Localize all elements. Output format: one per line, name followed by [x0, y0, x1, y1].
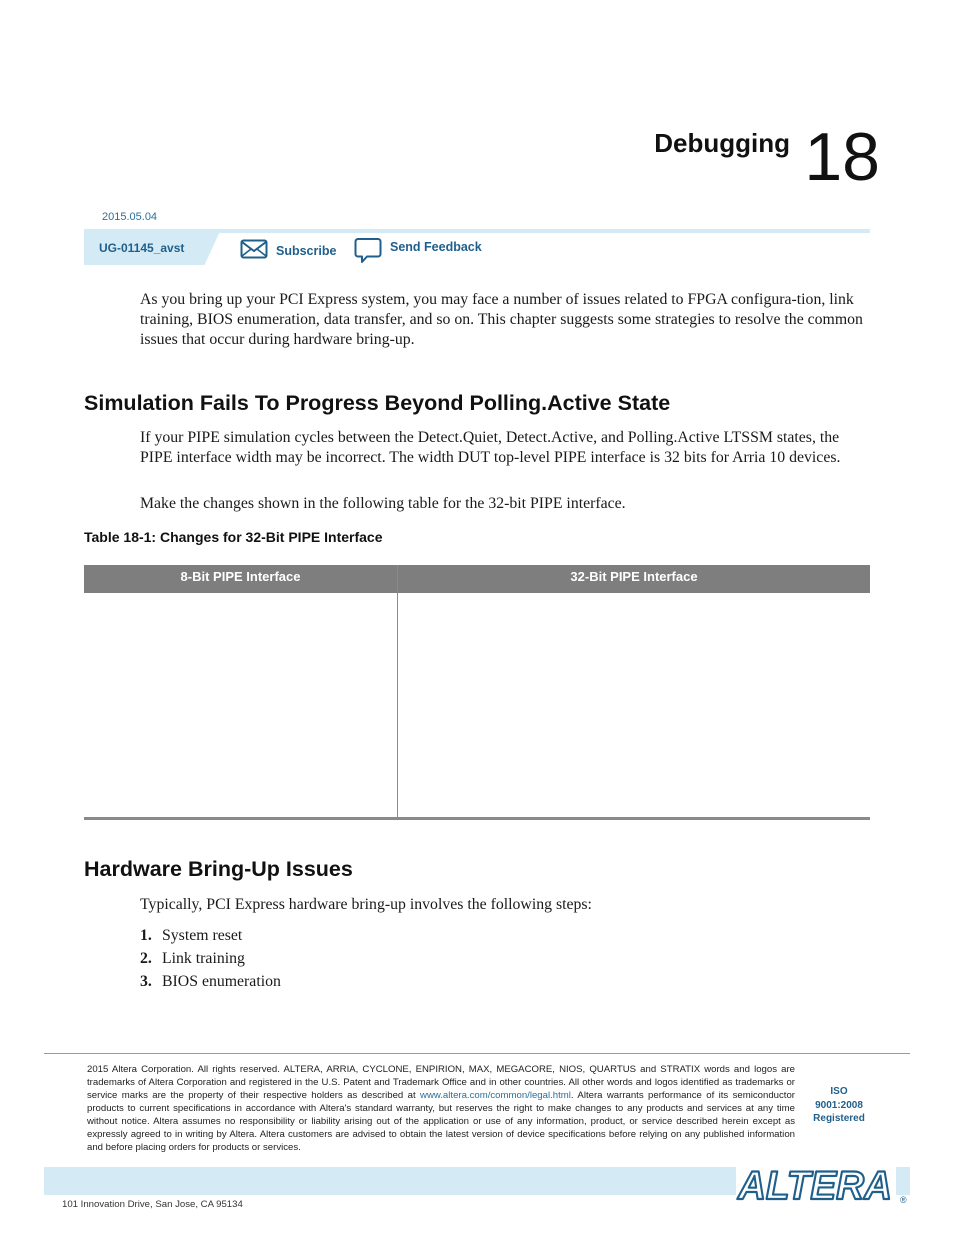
document-id: UG-01145_avst	[99, 241, 185, 255]
intro-paragraph: As you bring up your PCI Express system, you may face a number of issues related to FPGA configura-tion, link training, BIOS enumeration, data transfer, and so on. This chapter suggests some strategies to resolve the common issues that occur during hardware bring-up.	[140, 291, 863, 348]
legal-text-start: 2015 Altera Corporation. All rights reserved. ALTERA, ARRIA, CYCLONE, ENPIRION, MAX, MEGACORE, NIOS, QUARTUS and STRATIX words and logos are trademarks of Altera Corporation and registered in the U.S. Patent and Trademark Office and in other countries. All other words and logos identified as trademarks or service marks are the property of their respective holders as described at	[87, 1064, 795, 1101]
section-paragraph: Make the changes shown in the following table for the 32-bit PIPE interface.	[140, 495, 626, 512]
step-text: Link training	[162, 950, 245, 967]
section-heading-hardware: Hardware Bring-Up Issues	[84, 857, 353, 881]
send-feedback-link[interactable]: Send Feedback	[390, 240, 482, 254]
table-caption: Table 18-1: Changes for 32-Bit PIPE Interface	[84, 529, 383, 545]
altera-logo	[736, 1163, 910, 1207]
chapter-number: 18	[804, 119, 880, 195]
table-header-32bit: 32-Bit PIPE Interface	[570, 569, 698, 584]
table-column-divider	[397, 565, 398, 818]
document-id-band	[84, 229, 870, 265]
legal-text-end: . Altera warrants performance of its semiconductor products to current specifications in accordance with Altera's standard warranty, but reserves the right to make changes to any products and services at any time without notice. Altera assumes no responsibility or liability arising out of the application or use of any information, product, or service described herein except as expressly agreed to in writing by Altera. Altera customers are advised to obtain the latest version of device specifications before relying on any published information and before placing orders for products or services.	[87, 1090, 795, 1153]
legal-link[interactable]: www.altera.com/common/legal.html	[420, 1090, 571, 1101]
table-header-row	[84, 565, 870, 593]
step-text: BIOS enumeration	[162, 973, 281, 990]
step-number: 2.	[140, 950, 152, 967]
step-number: 1.	[140, 927, 152, 944]
subscribe-link[interactable]: Subscribe	[276, 244, 337, 258]
section-paragraph: If your PIPE simulation cycles between the Detect.Quiet, Detect.Active, and Polling.Active LTSSM states, the PIPE interface width may be incorrect. The width DUT top-level PIPE interface is 32 bits for Arria 10 devices.	[140, 429, 841, 466]
section-paragraph: Typically, PCI Express hardware bring-up involves the following steps:	[140, 896, 592, 913]
step-text: System reset	[162, 927, 243, 944]
step-number: 3.	[140, 973, 152, 990]
section-heading-simulation: Simulation Fails To Progress Beyond Polling.Active State	[84, 391, 671, 415]
table-header-8bit: 8-Bit PIPE Interface	[180, 569, 301, 584]
logo-wordmark: ALTERA	[737, 1164, 892, 1207]
footer-divider	[44, 1053, 910, 1054]
chapter-title: Debugging	[654, 128, 790, 158]
envelope-icon[interactable]	[240, 239, 268, 259]
iso-badge	[800, 1085, 878, 1126]
document-date: 2015.05.04	[102, 211, 158, 223]
iso-line: 9001:2008	[815, 1099, 863, 1111]
iso-line: ISO	[830, 1086, 848, 1097]
legal-notice	[87, 1063, 795, 1154]
company-address: 101 Innovation Drive, San Jose, CA 95134	[62, 1199, 243, 1210]
registered-mark: ®	[900, 1195, 907, 1205]
speech-bubble-icon[interactable]	[354, 237, 382, 265]
table-bottom-rule	[84, 817, 870, 820]
iso-line: Registered	[813, 1113, 865, 1124]
